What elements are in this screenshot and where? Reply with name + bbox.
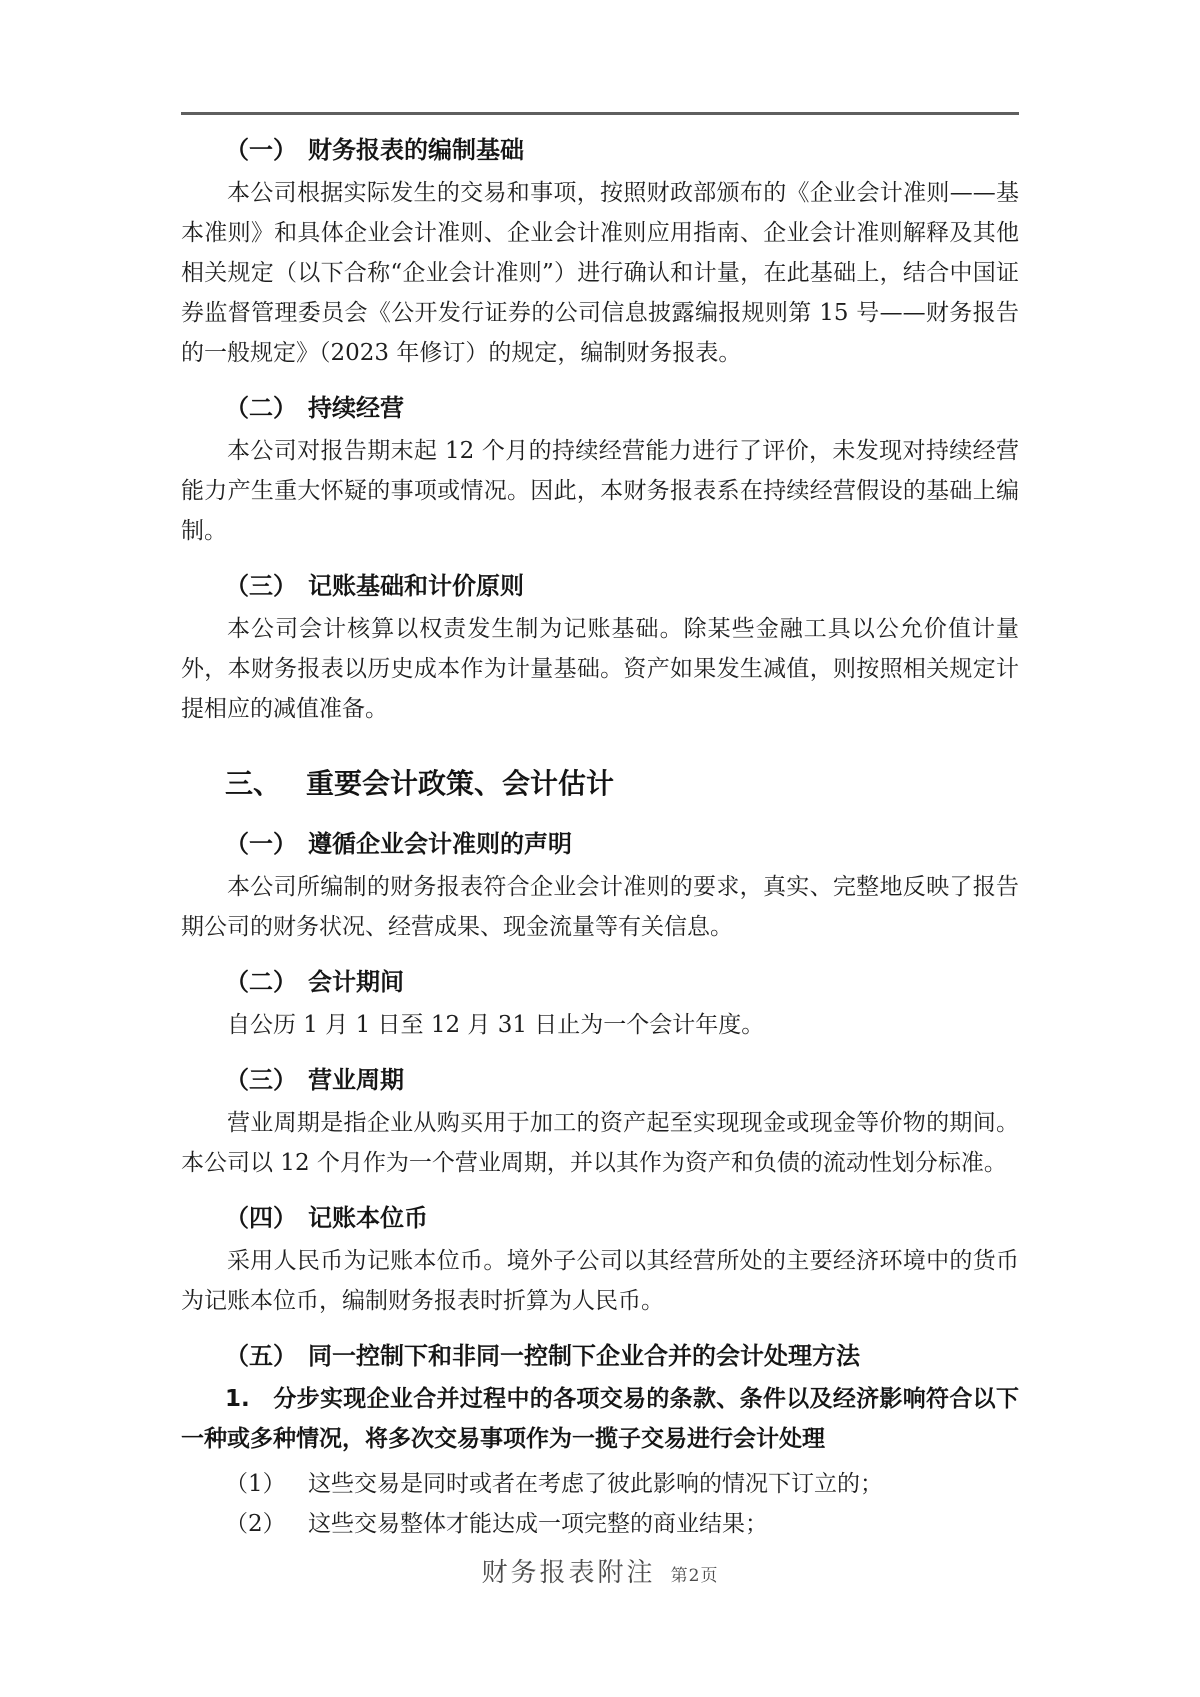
subsection-number: （二）	[225, 394, 297, 422]
subsection-number: （三）	[225, 1066, 297, 1094]
subsection-title: 遵循企业会计准则的声明	[308, 830, 572, 858]
subsection-heading-going-concern	[181, 388, 1019, 428]
list-item-text: 这些交易是同时或者在考虑了彼此影响的情况下订立的；	[308, 1471, 883, 1497]
subsection-title: 持续经营	[308, 394, 404, 422]
subsection-number: （四）	[225, 1204, 297, 1232]
list-item-text: 这些交易整体才能达成一项完整的商业结果；	[308, 1511, 768, 1537]
subsection-number: （二）	[225, 968, 297, 996]
subsection-heading-bookkeeping-basis	[181, 566, 1019, 606]
list-item-number: （2）	[225, 1511, 286, 1537]
section-number: 三、	[225, 767, 282, 800]
list-item-1	[181, 1464, 1019, 1504]
paragraph-bookkeeping-basis: 本公司会计核算以权责发生制为记账基础。除某些金融工具以公允价值计量外，本财务报表以历史成本作为计量基础。资产如果发生减值，则按照相关规定计提相应的减值准备。	[181, 616, 1019, 722]
list-item-2	[181, 1504, 1019, 1544]
footer-page-number: 第2页	[670, 1566, 719, 1586]
header-rule	[181, 112, 1019, 115]
subsection-number: （一）	[225, 830, 297, 858]
page-footer	[0, 1552, 1200, 1589]
subsection-heading-compliance-statement	[181, 824, 1019, 864]
section-heading-accounting-policies	[181, 759, 1019, 809]
footer-title: 财务报表附注	[481, 1558, 656, 1588]
subsection-number: （五）	[225, 1342, 297, 1370]
subsection-heading-accounting-period	[181, 962, 1019, 1002]
subsection-title: 营业周期	[308, 1066, 404, 1094]
subsection-number: （三）	[225, 572, 297, 600]
paragraph-operating-cycle: 营业周期是指企业从购买用于加工的资产起至实现现金或现金等价物的期间。本公司以 12 个月作为一个营业周期，并以其作为资产和负债的流动性划分标准。	[181, 1110, 1019, 1176]
list-item-number: （1）	[225, 1471, 286, 1497]
paragraph-basis: 本公司根据实际发生的交易和事项，按照财政部颁布的《企业会计准则——基本准则》和具体企业会计准则、企业会计准则应用指南、企业会计准则解释及其他相关规定（以下合称“企业会计准则”）进行确认和计量，在此基础上，结合中国证券监督管理委员会《公开发行证券的公司信息披露编报规则第 15 号——财务报告的一般规定》（2023 年修订）的规定，编制财务报表。	[181, 180, 1019, 366]
paragraph-functional-currency: 采用人民币为记账本位币。境外子公司以其经营所处的主要经济环境中的货币为记账本位币，编制财务报表时折算为人民币。	[181, 1248, 1019, 1314]
subsection-heading-basis	[181, 130, 1019, 170]
paragraph-step-acquisition: 1. 分步实现企业合并过程中的各项交易的条款、条件以及经济影响符合以下一种或多种情况，将多次交易事项作为一揽子交易进行会计处理	[181, 1386, 1019, 1452]
subsection-title: 同一控制下和非同一控制下企业合并的会计处理方法	[308, 1342, 860, 1370]
subsection-heading-functional-currency	[181, 1198, 1019, 1238]
subsection-title: 记账基础和计价原则	[308, 572, 524, 600]
paragraph-compliance-statement: 本公司所编制的财务报表符合企业会计准则的要求，真实、完整地反映了报告期公司的财务状况、经营成果、现金流量等有关信息。	[181, 874, 1019, 940]
paragraph-accounting-period: 自公历 1 月 1 日至 12 月 31 日止为一个会计年度。	[227, 1012, 765, 1038]
subsection-number: （一）	[225, 136, 297, 164]
paragraph-going-concern: 本公司对报告期末起 12 个月的持续经营能力进行了评价，未发现对持续经营能力产生重大怀疑的事项或情况。因此，本财务报表系在持续经营假设的基础上编制。	[181, 438, 1019, 544]
subsection-heading-operating-cycle	[181, 1060, 1019, 1100]
subsection-title: 记账本位币	[308, 1204, 428, 1232]
subsection-heading-business-combination	[181, 1336, 1019, 1376]
section-title: 重要会计政策、会计估计	[306, 767, 615, 800]
subsection-title: 财务报表的编制基础	[308, 136, 524, 164]
subsection-title: 会计期间	[308, 968, 404, 996]
